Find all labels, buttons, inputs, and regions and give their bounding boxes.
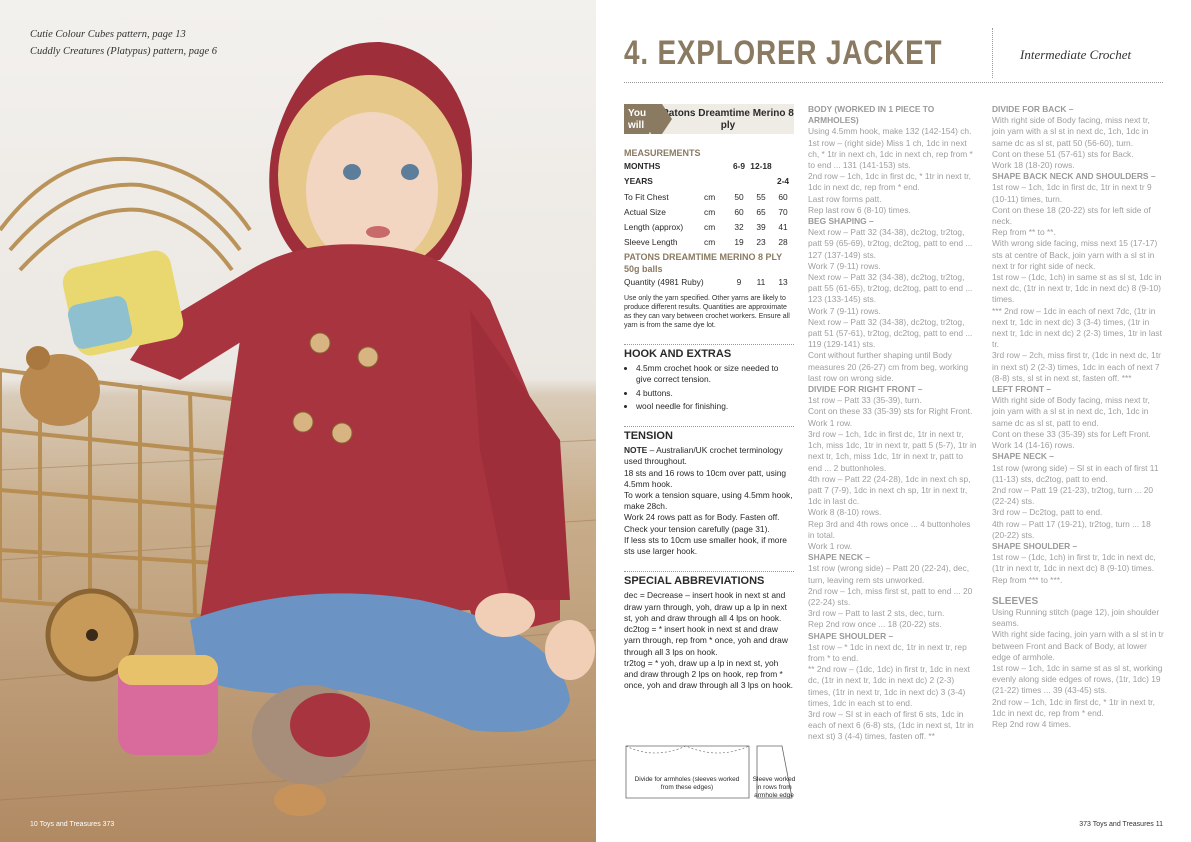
instruction-text: 4th row – Patt 17 (19-21), tr2tog, turn ... 18 (20-22) sts. xyxy=(992,518,1151,540)
quantity-value: 11 xyxy=(756,276,766,287)
measurement-label: Sleeve Length xyxy=(624,237,678,248)
instruction-text: *** 2nd row – 1dc in each of next 7dc, (1tr in next tr, 1dc in next dc) 3 (3-4) times, (1tr in next tr, 1dc in next dc) 2 (2-3) times, 1tr in last tr. xyxy=(992,305,1162,350)
instruction-text: 1st row (wrong side) – Patt 20 (22-24), dec, turn, leaving rem sts unworked. xyxy=(808,563,970,585)
abbreviation-item: dec = Decrease – insert hook in next st and draw yarn through, yoh, draw up a lp in next st, yoh and draw through all 4 lps on hook. xyxy=(624,590,787,623)
measurement-v1: 39 xyxy=(756,222,766,233)
section-heading: SHAPE SHOULDER – xyxy=(808,630,894,641)
instruction-text: ** 2nd row – (1dc, 1dc) in first tr, 1dc in next dc, (1tr in next tr, 1dc in next dc) 2 (2-3) times, (1tr in next tr, 1dc in next dc) 3 (3-4) times, 1dc in each st to end. xyxy=(808,664,970,708)
instruction-text: Rep 2nd row 4 times. xyxy=(992,718,1072,729)
section-heading: SHAPE SHOULDER – xyxy=(992,540,1078,551)
instruction-text: Work 1 row. xyxy=(808,540,853,551)
hook-list xyxy=(624,363,794,412)
measurement-v1 xyxy=(750,174,772,189)
measurement-row xyxy=(624,174,794,189)
instruction-text: Next row – Patt 32 (34-38), dc2tog, tr2tog, patt 55 (61-65), tr2tog, dc2tog, patt to end ... 123 (133-145) sts. xyxy=(808,272,973,305)
instruction-text: 1st row – * 1dc in next dc, 1tr in next tr, rep from * to end. xyxy=(808,641,967,663)
measurement-label: YEARS xyxy=(624,176,653,187)
tension-line: If less sts to 10cm use smaller hook, if more sts use larger hook. xyxy=(624,534,787,557)
instruction-text: Cont on these 18 (20-22) sts for left side of neck. xyxy=(992,204,1151,227)
measurement-v1: 55 xyxy=(756,191,766,202)
measurement-unit: cm xyxy=(704,222,716,233)
measurement-v2 xyxy=(772,159,794,174)
instruction-text: Using Running stitch (page 12), join shoulder seams. xyxy=(992,606,1160,629)
measurement-unit: cm xyxy=(704,237,716,248)
section-heading: SHAPE BACK NECK AND SHOULDERS – xyxy=(992,171,1156,182)
sleeves-heading: SLEEVES xyxy=(992,595,1039,607)
hook-item: • 4 buttons. xyxy=(636,388,794,399)
section-heading: BODY (WORKED IN 1 PIECE TO ARMHOLES) xyxy=(808,104,935,126)
page-number-left: 10 Toys and Treasures 373 xyxy=(30,821,115,828)
measurement-v0: 19 xyxy=(734,237,744,248)
section-heading: BEG SHAPING – xyxy=(808,216,874,227)
tension-line: To work a tension square, using 4.5mm hook, make 28ch. xyxy=(624,490,793,512)
caption-cubes: Cutie Colour Cubes pattern, page 13 xyxy=(30,29,186,40)
instruction-text: 4th row – Patt 22 (24-28), 1dc in next ch sp, patt 7 (7-9), 1dc in next ch sp, 1tr in next tr, 1dc in last dc. xyxy=(808,473,971,507)
diagram-sleeve-label: Sleeve worked in rows from armhole edge xyxy=(752,776,796,799)
hook-item: • 4.5mm crochet hook or size needed to give correct tension. xyxy=(636,363,794,385)
section-heading: DIVIDE FOR RIGHT FRONT – xyxy=(808,384,923,395)
measurement-v0: 60 xyxy=(734,206,744,217)
measurement-row xyxy=(624,190,794,205)
abbreviations-heading: SPECIAL ABBREVIATIONS xyxy=(624,571,794,587)
photo-captions xyxy=(30,26,217,60)
page-number-right: 373 Toys and Treasures 11 xyxy=(1079,821,1163,828)
measurement-unit xyxy=(704,174,728,189)
section-heading: LEFT FRONT – xyxy=(992,384,1052,395)
quantity-row xyxy=(624,275,794,290)
instruction-text: Rep 3rd and 4th rows once ... 4 buttonholes in total. xyxy=(808,518,971,540)
measurement-v1: 65 xyxy=(756,206,766,217)
measurement-row xyxy=(624,159,794,174)
instruction-text: Rep from *** to ***. xyxy=(992,574,1063,585)
yarn-heading: PATONS DREAMTIME MERINO 8 PLY 50g balls xyxy=(624,252,783,274)
abbreviation-item: tr2tog = * yoh, draw up a lp in next st, yoh and draw through 2 lps on hook, rep from * once, yoh and draw through all 3 lps on hook. xyxy=(624,657,794,691)
instruction-text: Last row forms patt. xyxy=(808,193,882,204)
measurement-row xyxy=(624,205,794,220)
measurements-heading: MEASUREMENTS xyxy=(624,148,701,158)
yarn-name: Patons Dreamtime Merino 8 ply xyxy=(662,104,794,134)
you-will-need-box xyxy=(624,104,794,143)
skill-level: Intermediate Crochet xyxy=(1020,47,1132,62)
instruction-text: Rep 2nd row once ... 18 (20-22) sts. xyxy=(808,619,942,630)
measurement-row xyxy=(624,235,794,250)
you-will-need-tag: You will need xyxy=(624,104,662,134)
right-page xyxy=(596,0,1191,842)
instruction-text: Rep last row 6 (8-10) times. xyxy=(808,204,911,215)
tension-note xyxy=(624,445,794,467)
instruction-text: Cont on these 51 (57-61) sts for Back. xyxy=(992,148,1134,159)
tension-note-label: NOTE xyxy=(624,445,648,456)
measurement-v2: 60 xyxy=(778,191,788,202)
tension-line: Check your tension carefully (page 31). xyxy=(624,523,770,534)
instruction-text: Cont on these 33 (35-39) sts for Right Front. Work 1 row. xyxy=(808,406,973,428)
instruction-text: Rep from ** to **. xyxy=(992,227,1056,238)
instruction-text: 2nd row – 1ch, 1dc in first dc, * 1tr in next tr, 1dc in next dc, rep from * end. xyxy=(992,696,1155,718)
tension-note-text: – Australian/UK crochet terminology used throughout. xyxy=(624,445,783,467)
tension-heading: TENSION xyxy=(624,426,794,442)
instruction-text: Cont on these 33 (35-39) sts for Left Front. Work 14 (14-16) rows. xyxy=(992,428,1151,451)
instruction-text: 1st row – (1dc, 1ch) in same st as sl st, 1dc in next dc, (1tr in next tr, 1dc in next dc) 8 (9-10) times. xyxy=(992,272,1162,305)
measurement-v2: 2-4 xyxy=(776,176,790,187)
instruction-text: With right side of Body facing, miss next tr, join yarn with a sl st in next dc, 1ch, 1dc in same dc as sl st, patt to end. xyxy=(992,395,1150,428)
measurement-v1: 23 xyxy=(756,237,766,248)
hook-item: • wool needle for finishing. xyxy=(636,401,794,412)
instruction-text: 3rd row – 2ch, miss first tr, (1dc in next dc, 1tr in next st) 2 (2-3) times, 1dc in each of next 7 (8-8) sts, sl st in next st, fasten off. *** xyxy=(992,350,1161,383)
column-1 xyxy=(624,104,794,691)
pattern-title: 4. EXPLORER JACKET xyxy=(624,34,943,72)
instruction-text: 1st row – 1ch, 1dc in same st as sl st, working evenly along side edges of rows, (1tr, 1dc) 19 (21-22) times ... 39 (43-45) sts. xyxy=(992,662,1163,696)
measurement-v1: 12-18 xyxy=(750,161,772,172)
quantity-label: Quantity (4981 Ruby) xyxy=(624,276,704,287)
instruction-text: Work 7 (9-11) rows. xyxy=(808,260,881,271)
measurement-label: MONTHS xyxy=(624,161,661,172)
measurement-v2: 28 xyxy=(778,237,788,248)
measurement-v0: 32 xyxy=(734,222,744,233)
section-heading: SHAPE NECK – xyxy=(992,451,1054,462)
measurement-v2: 41 xyxy=(778,222,788,233)
measurement-v0 xyxy=(728,174,750,189)
instruction-text: 2nd row – 1ch, 1dc in first dc, * 1tr in next tr, 1dc in next dc, rep from * end. xyxy=(808,171,971,193)
quantity-value: 13 xyxy=(778,276,788,287)
tension-line: Work 24 rows patt as for Body. Fasten off. xyxy=(624,512,780,523)
measurement-unit: cm xyxy=(704,191,716,202)
instruction-text: 2nd row – Patt 19 (21-23), tr2tog, turn ... 20 (22-24) sts. xyxy=(992,484,1154,507)
measurement-v0: 50 xyxy=(734,191,744,202)
instruction-text: 1st row – (right side) Miss 1 ch, 1dc in next ch, * 1tr in next ch, 1dc in next ch, rep from * to end ... 131 (141-153) sts. xyxy=(808,137,973,171)
measurement-label: Actual Size xyxy=(624,206,666,217)
column-3 xyxy=(992,104,1164,730)
quantity-table xyxy=(624,275,794,290)
jacket-diagram xyxy=(624,742,794,802)
measurement-label: To Fit Chest xyxy=(624,191,669,202)
hook-heading: HOOK AND EXTRAS xyxy=(624,344,794,360)
section-heading: SHAPE NECK – xyxy=(808,552,870,563)
instruction-text: 1st row – (1dc, 1ch) in first tr, 1dc in next dc, (1tr in next tr, 1dc in next dc) 8 (9-10) times. xyxy=(992,552,1156,574)
quantity-value: 9 xyxy=(736,276,742,287)
instruction-text: 3rd row – Dc2tog, patt to end. xyxy=(992,507,1103,518)
measurement-label: Length (approx) xyxy=(624,222,684,233)
tension-line: 18 sts and 16 rows to 10cm over patt, using 4.5mm hook. xyxy=(624,467,787,489)
column-2 xyxy=(808,104,978,743)
measurement-v2: 70 xyxy=(778,206,788,217)
instruction-text: Using 4.5mm hook, make 132 (142-154) ch. xyxy=(808,126,972,137)
instruction-text: With wrong side facing, miss next 15 (17-17) sts at centre of Back, join yarn with a sl st in next tr for right side of neck. xyxy=(992,238,1158,271)
measurement-unit: cm xyxy=(704,206,716,217)
instruction-text: 3rd row – 1ch, 1dc in first dc, 1tr in next tr, 1ch, miss 1dc, 1tr in next tr, patt 5 (5-7), 1tr in next tr, 1ch, miss 1dc, 1tr in next tr, patt to end ... 2 buttonholes. xyxy=(808,428,977,473)
measurement-unit xyxy=(704,159,728,174)
abbreviation-item: dc2tog = * insert hook in next st and draw yarn through, rep from * once, yoh and draw through all 3 lps on hook. xyxy=(624,624,788,657)
section-heading: DIVIDE FOR BACK – xyxy=(992,104,1074,114)
yarn-note: Use only the yarn specified. Other yarns are likely to produce different results. Quantities are approximate as they can vary between crochet workers. Ensure all yarn is from the same dye lot. xyxy=(624,295,790,330)
instruction-text: Work 8 (8-10) rows. xyxy=(808,507,882,518)
instruction-text: 3rd row – Patt to last 2 sts, dec, turn. xyxy=(808,608,945,619)
instruction-text: 1st row – 1ch, 1dc in first dc, 1tr in next tr 9 (10-11) times, turn. xyxy=(992,182,1152,204)
instruction-text: Next row – Patt 32 (34-38), dc2tog, tr2tog, patt 51 (57-61), tr2tog, dc2tog, patt to end ... 119 (129-141) sts. xyxy=(808,316,973,350)
instruction-text: 1st row – Patt 33 (35-39), turn. xyxy=(808,395,922,406)
measurement-v0: 6-9 xyxy=(732,161,746,172)
instruction-text: Cont without further shaping until Body measures 20 (26-27) cm from beg, working last row on wrong side. xyxy=(808,350,969,383)
instruction-text: Work 7 (9-11) rows. xyxy=(808,305,881,316)
instruction-text: With right side of Body facing, miss next tr, join yarn with a sl st in next dc, 1ch, 1dc in same dc as sl st, patt 50 (56-60), turn. xyxy=(992,115,1150,148)
title-divider xyxy=(992,28,993,78)
measurements-table xyxy=(624,159,794,250)
instruction-text: With right side facing, join yarn with a sl st in tr between Front and Back of Body, at lower edge of armhole. xyxy=(992,629,1164,662)
diagram-body-label: Divide for armholes (sleeves worked from these edges) xyxy=(634,776,740,791)
instruction-text: 3rd row – SI st in each of first 6 sts, 1dc in each of next 6 (6-8) sts, (1dc in next st, 1tr in next st) 3 (4-4) times, fasten off. ** xyxy=(808,708,974,742)
header-rule xyxy=(624,82,1163,83)
instruction-text: 2nd row – 1ch, miss first st, patt to end ... 20 (22-24) sts. xyxy=(808,585,973,607)
instruction-text: Next row – Patt 32 (34-38), dc2tog, tr2tog, patt 59 (65-69), tr2tog, dc2tog, patt to end ... 127 (137-149) sts. xyxy=(808,227,973,260)
instruction-text: 1st row (wrong side) – Sl st in each of first 11 (11-13) sts, dc2tog, patt to end. xyxy=(992,462,1159,484)
measurement-row xyxy=(624,220,794,235)
caption-platypus: Cuddly Creatures (Platypus) pattern, page 6 xyxy=(30,46,218,57)
instruction-text: Work 18 (18-20) rows. xyxy=(992,160,1075,171)
